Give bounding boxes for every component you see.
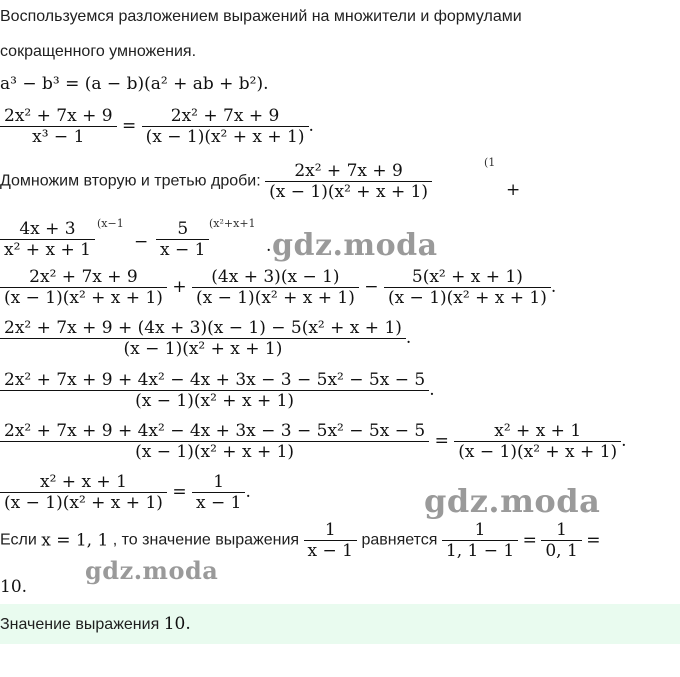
x-value: x = 1, 1 <box>41 530 109 551</box>
equals-sign: = <box>586 530 601 551</box>
step-2-fraction-3-wrap <box>156 219 209 260</box>
watermark: gdz.moda <box>85 556 219 585</box>
watermark: gdz.moda <box>272 228 438 263</box>
numerator: 5(x² + x + 1) <box>411 267 523 287</box>
numerator: 2x² + 7x + 9 <box>294 161 403 181</box>
step-3-fraction-2 <box>192 267 359 308</box>
period: . <box>550 277 557 297</box>
equals-sign: = <box>172 482 187 502</box>
step-3-equation <box>0 267 556 308</box>
answer-text: Значение выражения <box>0 616 160 633</box>
period: . <box>621 431 627 451</box>
equals-sign: = <box>522 530 537 551</box>
step-4-equation <box>0 318 411 359</box>
step-2-fraction-3 <box>156 219 209 260</box>
numerator: 4x + 3 <box>19 219 76 239</box>
step-8-fraction-3 <box>541 520 581 561</box>
step-3-fraction-1 <box>0 267 167 308</box>
denominator: x³ − 1 <box>0 126 117 147</box>
step-2-label: Домножим вторую и третью дроби: <box>0 172 261 190</box>
denominator: (x − 1)(x² + x + 1) <box>0 287 167 308</box>
minus-sign: − <box>364 277 379 297</box>
numerator: 1 <box>324 520 336 540</box>
denominator: 0, 1 <box>541 540 581 561</box>
numerator: x² + x + 1 <box>39 472 127 492</box>
intro-line-1: Воспользуемся разложением выражений на множители и формулами <box>0 8 522 25</box>
numerator: 2x² + 7x + 9 + 4x² − 4x + 3x − 3 − 5x² − 5x − 5 <box>4 370 426 390</box>
denominator: (x − 1)(x² + x + 1) <box>454 441 621 462</box>
numerator: 1 <box>213 472 225 492</box>
minus-sign: − <box>134 232 149 252</box>
denominator: x − 1 <box>156 239 209 260</box>
step-8-fraction-2 <box>442 520 518 561</box>
period: . <box>429 380 435 400</box>
numerator: 2x² + 7x + 9 + (4x + 3)(x − 1) − 5(x² + x + 1) <box>4 318 402 338</box>
period: . <box>266 236 272 256</box>
denominator: 1, 1 − 1 <box>442 540 518 561</box>
step-1-equation <box>0 106 314 147</box>
intro-line-2: сокращенного умножения. <box>0 43 197 60</box>
equals-sign: = <box>434 431 449 451</box>
denominator: (x − 1)(x² + x + 1) <box>0 492 167 513</box>
step-6-equation <box>0 421 627 462</box>
numerator: 2x² + 7x + 9 + 4x² − 4x + 3x − 3 − 5x² − 5x − 5 <box>4 421 426 441</box>
if-text: Если <box>0 531 37 549</box>
step-2-fraction-2 <box>0 219 95 260</box>
denominator: x − 1 <box>192 492 245 513</box>
step-8-result: 10. <box>0 577 28 597</box>
numerator: 5 <box>177 219 189 239</box>
plus-sign: + <box>172 277 187 297</box>
step-2-fraction-1 <box>265 161 432 202</box>
numerator: 2x² + 7x + 9 <box>4 106 113 126</box>
step-2-line-1 <box>0 161 432 202</box>
denominator: (x − 1)(x² + x + 1) <box>0 390 429 411</box>
equals-sign: = <box>121 116 137 136</box>
denominator: (x − 1)(x² + x + 1) <box>384 287 551 308</box>
step-3-fraction-3 <box>384 267 551 308</box>
denominator: x − 1 <box>304 540 357 561</box>
step-1-left-fraction <box>0 106 117 147</box>
denominator: (x − 1)(x² + x + 1) <box>0 441 429 462</box>
step-6-right-fraction <box>454 421 621 462</box>
step-8-fraction-1 <box>304 520 357 561</box>
numerator: 2x² + 7x + 9 <box>29 267 138 287</box>
denominator: (x − 1)(x² + x + 1) <box>265 181 432 202</box>
denominator: (x − 1)(x² + x + 1) <box>142 126 309 147</box>
numerator: 2x² + 7x + 9 <box>170 106 280 126</box>
step-2-line-2 <box>0 219 95 260</box>
plus-sign: + <box>506 180 521 200</box>
step-2-multiplier-3: (x²+x+1 <box>209 217 256 230</box>
step-2-multiplier-2: (x−1 <box>97 217 124 230</box>
denominator: x² + x + 1 <box>0 239 95 260</box>
then-text: , то значение выражения <box>112 531 300 549</box>
step-8-line <box>0 520 601 561</box>
numerator: (4x + 3)(x − 1) <box>211 267 340 287</box>
period: . <box>245 482 251 502</box>
step-7-equation <box>0 472 251 513</box>
denominator: (x − 1)(x² + x + 1) <box>0 338 406 359</box>
watermark: gdz.moda <box>424 482 601 520</box>
answer-value: 10. <box>163 614 191 634</box>
period: . <box>405 328 412 348</box>
step-1-right-fraction <box>142 106 309 147</box>
numerator: 1 <box>474 520 486 540</box>
step-2-multiplier-1: (1 <box>484 156 496 169</box>
equals-text: равняется <box>361 531 438 549</box>
step-5-equation <box>0 370 435 411</box>
numerator: x² + x + 1 <box>494 421 582 441</box>
cube-difference-formula: a³ − b³ = (a − b)(a² + ab + b²). <box>0 74 269 94</box>
step-4-fraction <box>0 318 406 359</box>
step-7-left-fraction <box>0 472 167 513</box>
step-7-right-fraction <box>192 472 245 513</box>
denominator: (x − 1)(x² + x + 1) <box>192 287 359 308</box>
numerator: 1 <box>556 520 567 540</box>
period: . <box>308 116 314 136</box>
step-5-fraction <box>0 370 429 411</box>
answer-banner <box>0 604 680 644</box>
step-6-left-fraction <box>0 421 429 462</box>
